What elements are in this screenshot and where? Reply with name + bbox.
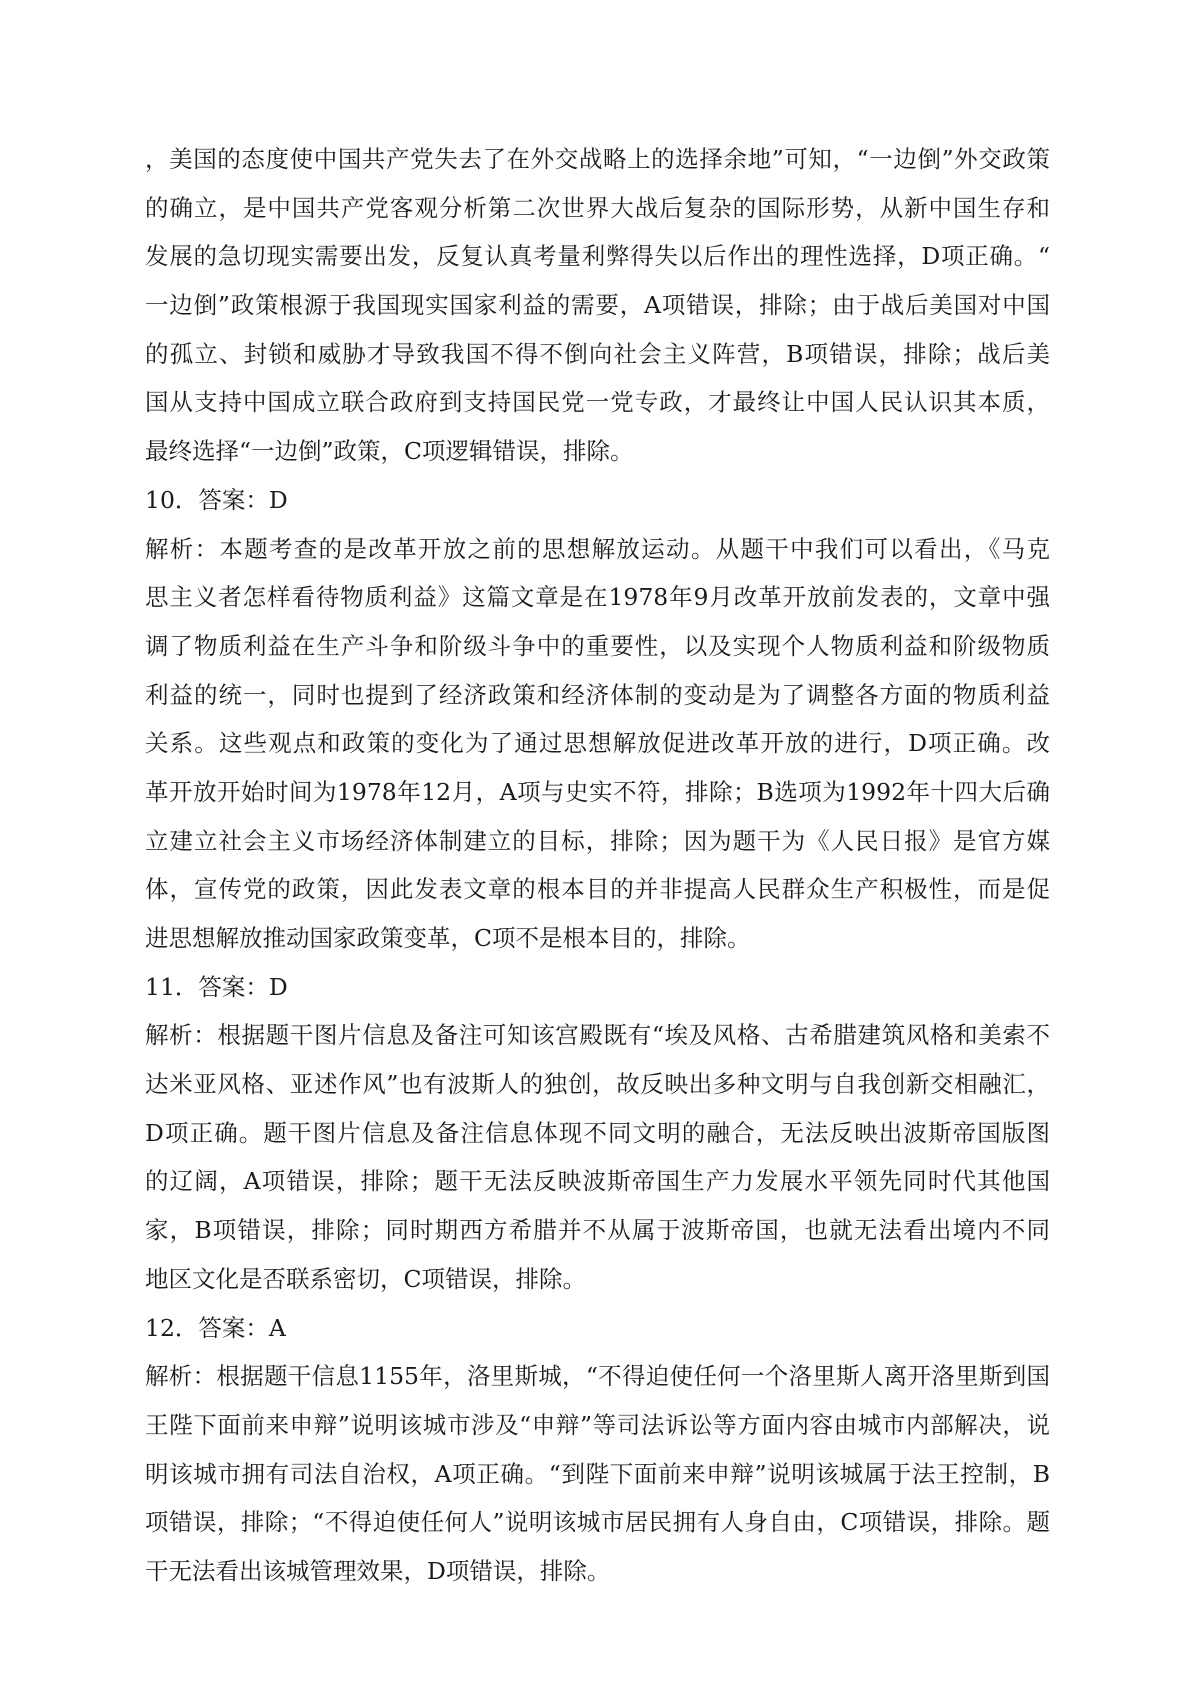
answer-heading-11: 11．答案：D <box>145 972 288 1001</box>
text-line: 关系。这些观点和政策的变化为了通过思想解放促进改革开放的进行，D项正确。改 <box>145 729 1050 758</box>
text-line: 解析：根据题干信息1155年，洛里斯城，“不得迫使任何一个洛里斯人离开洛里斯到国 <box>145 1362 1050 1391</box>
text-line: 解析：根据题干图片信息及备注可知该宫殿既有“埃及风格、古希腊建筑风格和美索不 <box>145 1021 1050 1050</box>
text-line: 解析：本题考查的是改革开放之前的思想解放运动。从题干中我们可以看出，《马克 <box>145 534 1050 563</box>
text-line: 项错误，排除；“不得迫使任何人”说明该城市居民拥有人身自由，C项错误，排除。题 <box>145 1508 1050 1537</box>
text-line: 革开放开始时间为1978年12月，A项与史实不符，排除；B选项为1992年十四大后确 <box>145 777 1050 806</box>
text-line: 体，宣传党的政策，因此发表文章的根本目的并非提高人民群众生产积极性，而是促 <box>145 875 1050 904</box>
text-line: 明该城市拥有司法自治权，A项正确。“到陛下面前来申辩”说明该城属于法王控制，B <box>145 1459 1050 1488</box>
text-line: 进思想解放推动国家政策变革，C项不是根本目的，排除。 <box>145 924 751 952</box>
text-line: D项正确。题干图片信息及备注信息体现不同文明的融合，无法反映出波斯帝国版图 <box>145 1118 1050 1147</box>
text-line: 干无法看出该城管理效果，D项错误，排除。 <box>145 1556 611 1585</box>
answer-heading-10: 10．答案：D <box>145 485 288 514</box>
text-line: 的确立，是中国共产党客观分析第二次世界大战后复杂的国际形势，从新中国生存和 <box>145 193 1050 222</box>
text-line: 家，B项错误，排除；同时期西方希腊并不从属于波斯帝国，也就无法看出境内不同 <box>145 1216 1050 1245</box>
text-line: 达米亚风格、亚述作风”也有波斯人的独创，故反映出多种文明与自我创新交相融汇， <box>145 1070 1050 1099</box>
text-line: 的孤立、封锁和威胁才导致我国不得不倒向社会主义阵营，B项错误，排除；战后美 <box>145 339 1050 368</box>
text-line: 思主义者怎样看待物质利益》这篇文章是在1978年9月改革开放前发表的，文章中强 <box>145 583 1050 612</box>
analysis-paragraph-10 <box>145 525 1050 963</box>
document-page <box>145 135 1050 1596</box>
text-line: 发展的急切现实需要出发，反复认真考量利弊得失以后作出的理性选择，D项正确。“ <box>145 242 1050 271</box>
text-line: 国从支持中国成立联合政府到支持国民党一党专政，才最终让中国人民认识其本质， <box>145 388 1050 417</box>
text-line: 的辽阔，A项错误，排除；题干无法反映波斯帝国生产力发展水平领先同时代其他国 <box>145 1167 1050 1196</box>
analysis-paragraph-9-continued <box>145 135 1050 476</box>
text-line: 调了物质利益在生产斗争和阶级斗争中的重要性，以及实现个人物质利益和阶级物质 <box>145 631 1050 660</box>
text-line: 地区文化是否联系密切，C项错误，排除。 <box>145 1264 586 1293</box>
text-line: 一边倒”政策根源于我国现实国家利益的需要，A项错误，排除；由于战后美国对中国 <box>145 291 1050 320</box>
answer-heading-12: 12．答案：A <box>145 1313 286 1342</box>
text-line: 立建立社会主义市场经济体制建立的目标，排除；因为题干为《人民日报》是官方媒 <box>145 826 1050 855</box>
text-line: ，美国的态度使中国共产党失去了在外交战略上的选择余地”可知，“一边倒”外交政策 <box>145 145 1050 173</box>
analysis-paragraph-11 <box>145 1011 1050 1303</box>
text-line: 利益的统一，同时也提到了经济政策和经济体制的变动是为了调整各方面的物质利益 <box>145 680 1050 709</box>
text-line: 最终选择“一边倒”政策，C项逻辑错误，排除。 <box>145 437 634 466</box>
analysis-paragraph-12 <box>145 1352 1050 1595</box>
text-line: 王陛下面前来申辩”说明该城市涉及“申辩”等司法诉讼等方面内容由城市内部解决，说 <box>145 1410 1050 1439</box>
